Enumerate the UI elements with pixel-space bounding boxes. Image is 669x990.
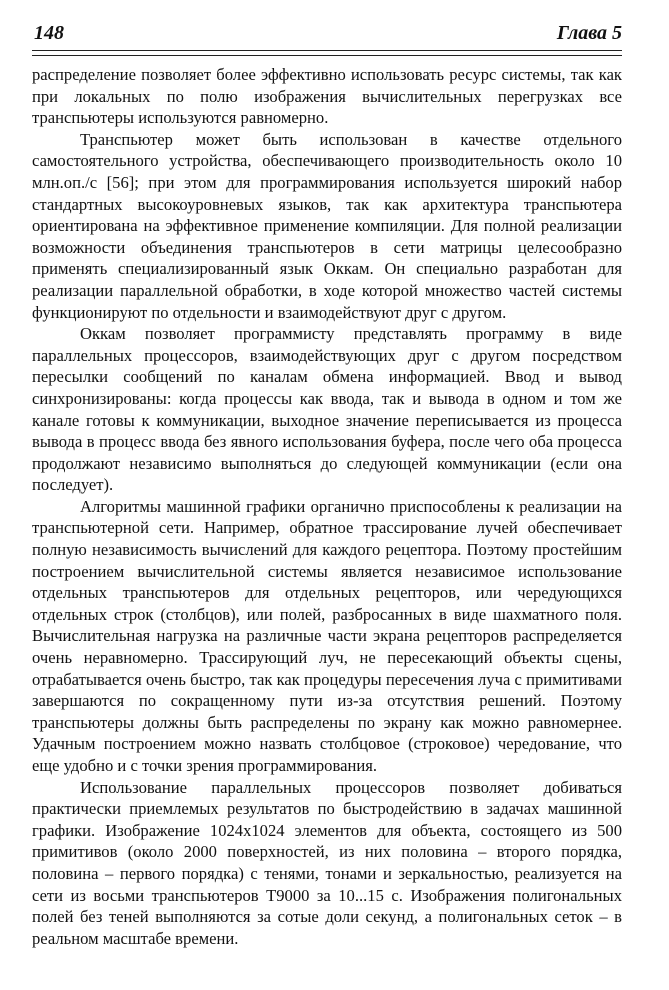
body-text <box>32 64 622 949</box>
page-header <box>32 22 622 48</box>
paragraph-continued: распределение позволяет более эффективно использовать ресурс системы, так как при локальных по полю изображения вычислительных перегрузках все транспьютеры используются равномерно. <box>32 65 622 128</box>
book-page <box>32 22 622 949</box>
paragraph-parallel-processors: Использование параллельных процессоров позволяет добиваться практически приемлемых результатов по быстродействию в задачах машинной графики. Изображение 1024x1024 элементов для объекта, состоящего из 500 примитивов (около 2000 поверхностей, из них половина – второго порядка, половина – первого порядка) с тенями, тонами и зеркальностью, реализуется на сети из восьми транспьютеров Т9000 за 10...15 с. Изображения полигональных полей без теней выполняются за сотые доли секунд, а полигональных сеток – в реальном масштабе времени. <box>32 777 622 948</box>
chapter-title: Глава 5 <box>556 22 622 44</box>
paragraph-graphics-algorithms: Алгоритмы машинной графики органично приспособлены к реализации на транспьютерной сети. Например, обратное трассирование лучей обеспечивает полную независимость вычислений для каждого рецептора. Поэтому простейшим построением вычислительной системы является независимое использование отдельных транспьютеров для отдельных рецепторов, или чередующихся отдельных строк (столбцов), или полей, разбросанных в виде шахматного поля. Вычислительная нагрузка на различные части экрана рецепторов распределяется очень неравномерно. Трассирующий луч, не пересекающий объекты сцены, отрабатывается очень быстро, так как процедуры пересечения луча с примитивами завершаются по сокращенному пути из-за отсутствия решений. Поэтому транспьютеры должны быть распределены по экрану как можно равномернее. Удачным построением можно назвать столбцовое (строковое) чередование, что еще удобно и с точки зрения программирования. <box>32 496 622 775</box>
page-number: 148 <box>34 22 64 44</box>
paragraph-occam: Оккам позволяет программисту представлять программу в виде параллельных процессоров, взаимодействующих друг с другом посредством пересылки сообщений по каналам обмена информацией. Ввод и вывод синхронизированы: когда процессы как ввода, так и вывода в одном и том же канале готовы к коммуникации, выходное значение переписывается из процесса вывода в процесс ввода без явного использования буфера, после чего оба процесса продолжают независимо выполняться до следующей коммуникации (если она последует). <box>32 324 622 495</box>
paragraph-transputer: Транспьютер может быть использован в качестве отдельного самостоятельного устройства, обеспечивающего производительность около 10 млн.оп./с [56]; при этом для программирования используется широкий набор стандартных высокоуровневых языков, так как архитектура транспьютера ориентирована на эффективное применение компиляции. Для полной реализации возможности объединения транспьютеров в сети матрицы целесообразно применять специализированный язык Оккам. Он специально разработан для реализации параллельной обработки, в ходе которой множество частей системы функционируют по отдельности и взаимодействуют друг с другом. <box>32 129 622 322</box>
header-rule <box>32 50 622 56</box>
